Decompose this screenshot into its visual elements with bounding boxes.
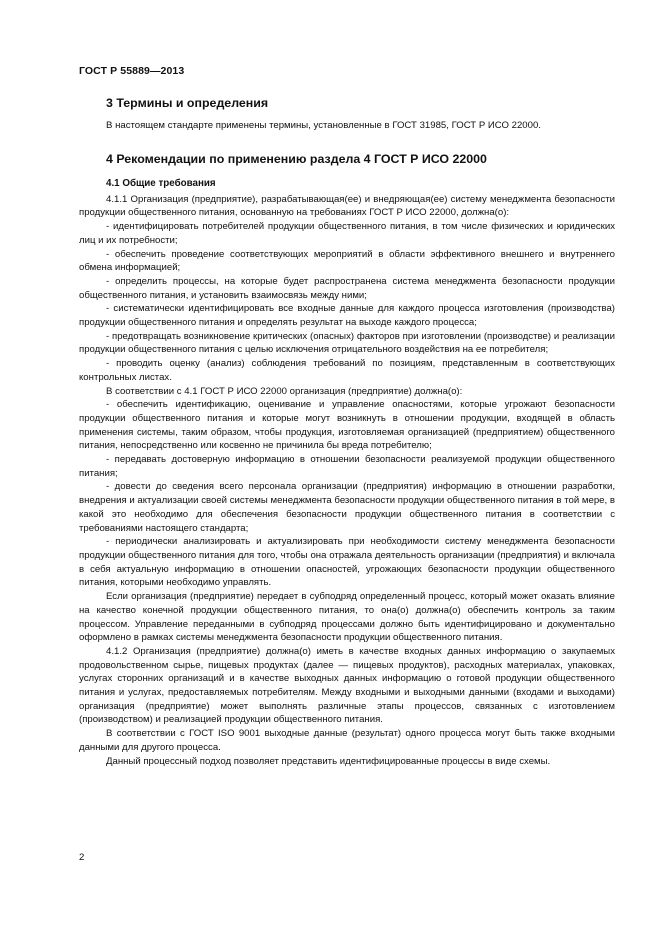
list-item: - идентифицировать потребителей продукции общественного питания, в том числе физических и юридических лиц и их потребности; [79,221,615,246]
list-item: - обеспечить идентификацию, оценивание и управление опасностями, которые угрожают безопасности продукции общественного питания и которые могут возникнуть в отношении продукции, входящей в область применения системы, таким образом, чтобы продукция, изготовляемая организацией (предприятием) общественного питания, непосредственно или косвенно не причинила бы вреда потребителю; [79,399,615,452]
document-header: ГОСТ Р 55889—2013 [79,65,185,77]
paragraph: В соответствии с ГОСТ ISO 9001 выходные данные (результат) одного процесса могут быть также входными данными для другого процесса. [79,728,615,753]
list-item: - предотвращать возникновение критических (опасных) факторов при изготовлении (производстве) и реализации продукции общественного питания с целью исключения отрицательного воздействия на ее потребителя; [79,330,615,356]
page-number: 2 [79,852,85,863]
list-item: - периодически анализировать и актуализировать при необходимости систему менеджмента безопасности продукции общественного питания для того, чтобы она отражала деятельность организации (предприятия) и включала в себя актуальную информацию в отношении опасностей, угрожающих безопасности продукции общественного питания, которыми необходимо управлять. [79,536,615,589]
list-item: - определить процессы, на которые будет распространена система менеджмента безопасности продукции общественного питания, и установить взаимосвязь между ними; [79,275,615,301]
paragraph: Если организация (предприятие) передает в субподряд определенный процесс, который может оказать влияние на качество конечной продукции общественного питания, то она(о) должна(о) обеспечить контроль за таким процессом. Управление переданными в субподряд процессами должно быть идентифицировано и документально оформлено в рамках системы менеджмента безопасности продукции общественного питания. [79,591,615,644]
section-3-title: 3 Термины и определения [106,96,269,110]
paragraph: В соответствии с 4.1 ГОСТ Р ИСО 22000 организация (предприятие) должна(о): [106,385,463,397]
list-item: - довести до сведения всего персонала организации (предприятия) информацию в отношении разработки, внедрения и актуализации своей системы менеджмента безопасности продукции общественного питания в той мере, в какой это необходимо для обеспечения безопасности продукции общественного питания в соответствии с требованиями настоящего стандарта; [79,481,615,534]
list-item: - проводить оценку (анализ) соблюдения требований по позициям, представленным в соответствующих контрольных листах. [79,358,615,383]
section-4-title: 4 Рекомендации по применению раздела 4 ГОСТ Р ИСО 22000 [106,151,487,166]
list-item: - передавать достоверную информацию в отношении безопасности реализуемой продукции общественного питания; [79,454,615,479]
list-item: - обеспечить проведение соответствующих мероприятий в области эффективного внешнего и внутреннего обмена информацией; [79,248,615,274]
page-content [79,95,615,768]
subsection-4-1-title: 4.1 Общие требования [106,177,216,189]
paragraph-4-1-2: 4.1.2 Организация (предприятие) должна(о) иметь в качестве входных данных информацию о закупаемых продовольственном сырье, пищевых продуктах (далее — пищевых продуктов), расходных материалах, упаковках, услугах сторонних организаций и в качестве выходных данных информацию о готовой продукции общественного питания и услугах, предоставляемых потребителям. Между входными и выходными данными (входами и выходами) организация (предприятие) может выполнять различные этапы процессов, связанных с изготовлением (производством) и реализацией продукции общественного питания. [79,645,615,726]
list-item: - систематически идентифицировать все входные данные для каждого процесса изготовления (производства) продукции общественного питания и определять результат на выходе каждого процесса; [79,303,615,329]
paragraph: Данный процессный подход позволяет представить идентифицированные процессы в виде схемы. [106,755,551,767]
section-3-text: В настоящем стандарте применены термины, установленные в ГОСТ 31985, ГОСТ Р ИСО 22000. [106,120,541,131]
paragraph-4-1-1: 4.1.1 Организация (предприятие), разрабатывающая(ее) и внедряющая(ее) систему менеджмента безопасности продукции общественного питания, основанную на требованиях ГОСТ Р ИСО 22000, должна(о): [79,193,615,219]
